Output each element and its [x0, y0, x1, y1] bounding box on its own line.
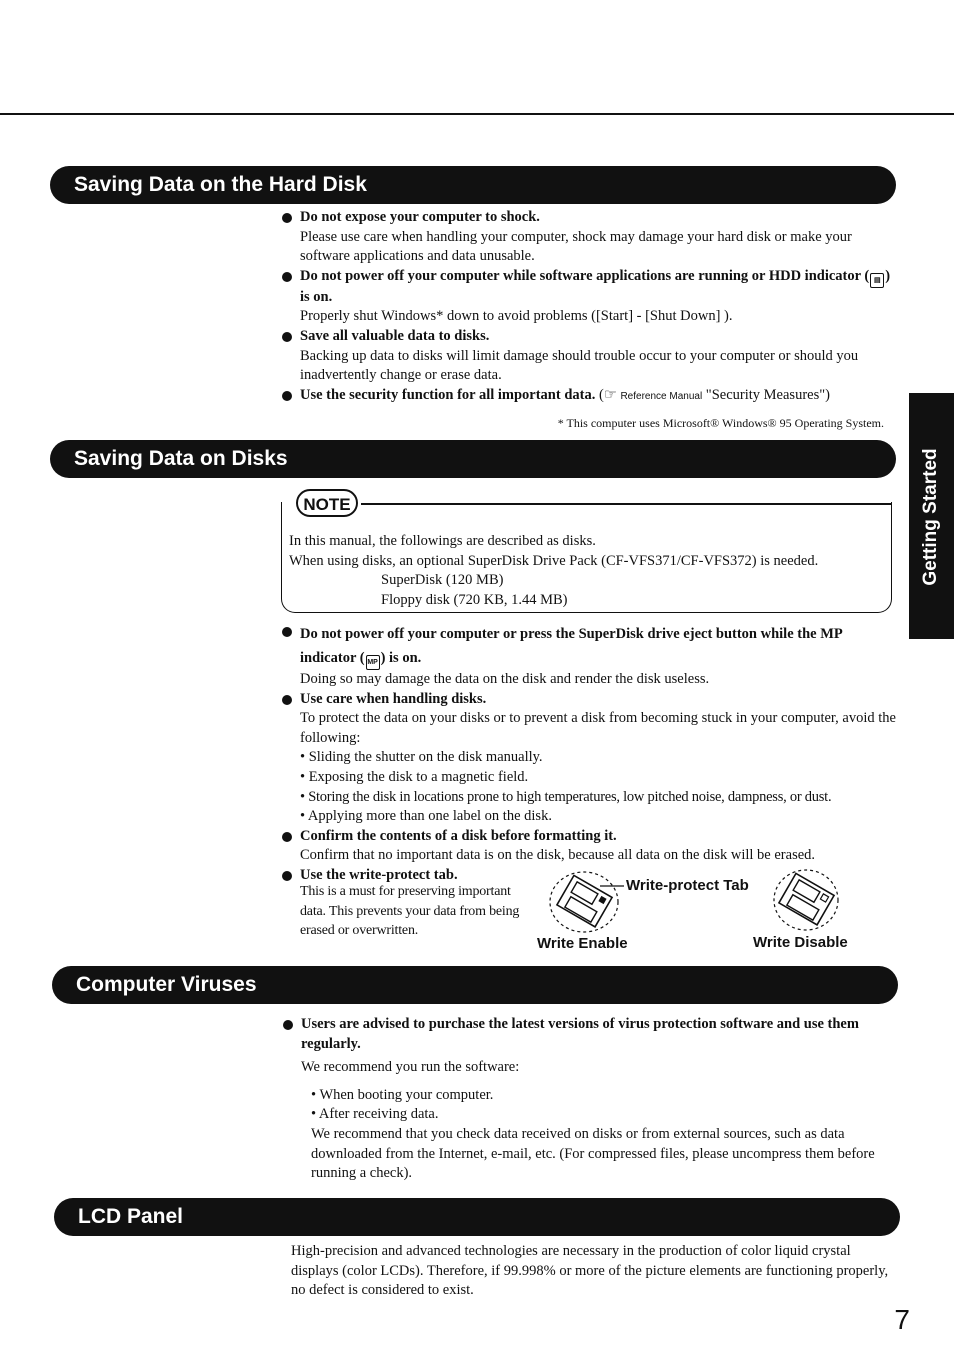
page-number: 7 — [894, 1304, 910, 1335]
leader-line-icon — [600, 880, 624, 890]
dash-item: • Sliding the shutter on the disk manually. — [300, 749, 543, 766]
list-item — [282, 327, 894, 386]
section-title-hard-disk: Saving Data on the Hard Disk — [50, 166, 896, 204]
note-line-2: When using disks, an optional SuperDisk Drive Pack (CF-VFS371/CF-VFS372) is needed. — [289, 552, 819, 569]
virus-intro: We recommend you run the software: — [301, 1059, 520, 1076]
pointing-hand-icon: ☞ — [603, 386, 617, 403]
bullet-icon — [282, 695, 292, 705]
dash-item: • Storing the disk in locations prone to high temperatures, low pitched noise, dampness, or dust. — [300, 788, 832, 805]
item-heading-part2: ) is on. — [300, 267, 891, 305]
list-item — [282, 690, 896, 827]
ref-text: "Security Measures") — [705, 386, 830, 403]
item-body: Backing up data to disks will limit damage should trouble occur to your computer or should you inadvertently change or erase data. — [300, 347, 859, 384]
reference-manual-mark: Reference Manual — [620, 390, 703, 402]
ref-open: ( — [598, 386, 604, 403]
section-title-lcd: LCD Panel — [54, 1198, 900, 1236]
section-title-viruses: Computer Viruses — [52, 966, 898, 1004]
item-heading: Users are advised to purchase the latest versions of virus protection software and use them regularly. — [301, 1016, 859, 1052]
bullet-icon — [282, 832, 292, 842]
item-body: Please use care when handling your computer, shock may damage your hard disk or make your software applications and data unusable. — [300, 228, 852, 265]
footnote: * This computer uses Microsoft® Windows® 95 Operating System. — [557, 416, 884, 430]
virus-detail: We recommend that you check data received on disks or from external sources, such as data downloaded from the Internet, e-mail, etc. (For compressed files, please uncompress them before running a check). — [311, 1125, 875, 1182]
list-item — [282, 827, 896, 866]
note-badge: NOTE — [296, 489, 358, 517]
dash-item: • Exposing the disk to a magnetic field. — [300, 768, 529, 785]
item-heading — [300, 267, 894, 308]
mp-indicator-icon: MP — [366, 655, 380, 670]
note-line-4: Floppy disk (720 KB, 1.44 MB) — [381, 591, 568, 608]
bullet-icon — [282, 332, 292, 342]
write-disable-disk-icon — [770, 864, 846, 934]
list-item — [282, 622, 896, 690]
note-line-1: In this manual, the followings are described as disks. — [289, 533, 596, 549]
disks-list — [282, 622, 896, 886]
note-top-line — [361, 503, 892, 505]
write-disable-label: Write Disable — [753, 934, 848, 951]
list-item — [282, 267, 894, 327]
item-heading-text: Use the security function for all important data. — [300, 386, 596, 403]
note-line-3: SuperDisk (120 MB) — [381, 572, 504, 589]
write-protect-tab-label: Write-protect Tab — [626, 877, 749, 894]
item-heading — [300, 622, 896, 670]
hdd-indicator-icon: ▤ — [870, 273, 884, 288]
side-tab — [909, 393, 954, 639]
bullet-icon — [282, 391, 292, 401]
bullet-icon — [282, 627, 292, 637]
lcd-body: High-precision and advanced technologies are necessary in the production of color liquid crystal displays (color LCDs). Therefore, if 99.998% or more of the picture elements are functioning properly, no defect is considered to exist. — [291, 1243, 889, 1299]
list-item — [282, 386, 894, 407]
item-heading: Use the write-protect tab. — [300, 866, 458, 883]
note-content — [289, 532, 889, 610]
item-heading-part1: Do not power off your computer while software applications are running or HDD indicator ( — [300, 267, 870, 284]
write-enable-disk-icon — [546, 866, 624, 936]
write-enable-label: Write Enable — [537, 935, 628, 952]
item-heading: Save all valuable data to disks. — [300, 327, 490, 344]
item-body: Confirm that no important data is on the disk, because all data on the disk will be erased. — [300, 847, 816, 864]
write-protect-body: This is a must for preserving important data. This prevents your data from being erased or overwritten. — [300, 884, 520, 939]
dash-item: • When booting your computer. — [311, 1086, 494, 1103]
item-body: Properly shut Windows* down to avoid problems ([Start] - [Shut Down] ). — [300, 308, 733, 325]
bullet-icon — [282, 213, 292, 223]
item-heading: Confirm the contents of a disk before formatting it. — [300, 827, 617, 844]
side-tab-label: Getting Started — [920, 448, 942, 586]
item-heading-part1: Do not power off your computer or press the SuperDisk drive eject button while the MP indicator ( — [300, 626, 842, 666]
viruses-block — [283, 1015, 898, 1184]
list-item — [282, 208, 894, 267]
item-body: Doing so may damage the data on the disk and render the disk useless. — [300, 671, 710, 687]
item-heading: Use care when handling disks. — [300, 690, 487, 707]
bullet-icon — [283, 1020, 293, 1030]
bullet-icon — [282, 871, 292, 881]
list-item — [283, 1015, 898, 1184]
dash-item: • After receiving data. — [311, 1106, 439, 1123]
section-title-disks: Saving Data on Disks — [50, 440, 896, 478]
hard-disk-list — [282, 208, 894, 406]
item-body: To protect the data on your disks or to prevent a disk from becoming stuck in your computer, avoid the following: — [300, 710, 896, 746]
bullet-icon — [282, 272, 292, 282]
item-heading-part2: ) is on. — [380, 650, 422, 666]
item-heading: Do not expose your computer to shock. — [300, 209, 540, 225]
item-heading — [300, 386, 894, 407]
dash-item: • Applying more than one label on the disk. — [300, 808, 552, 825]
top-rule — [0, 113, 954, 115]
